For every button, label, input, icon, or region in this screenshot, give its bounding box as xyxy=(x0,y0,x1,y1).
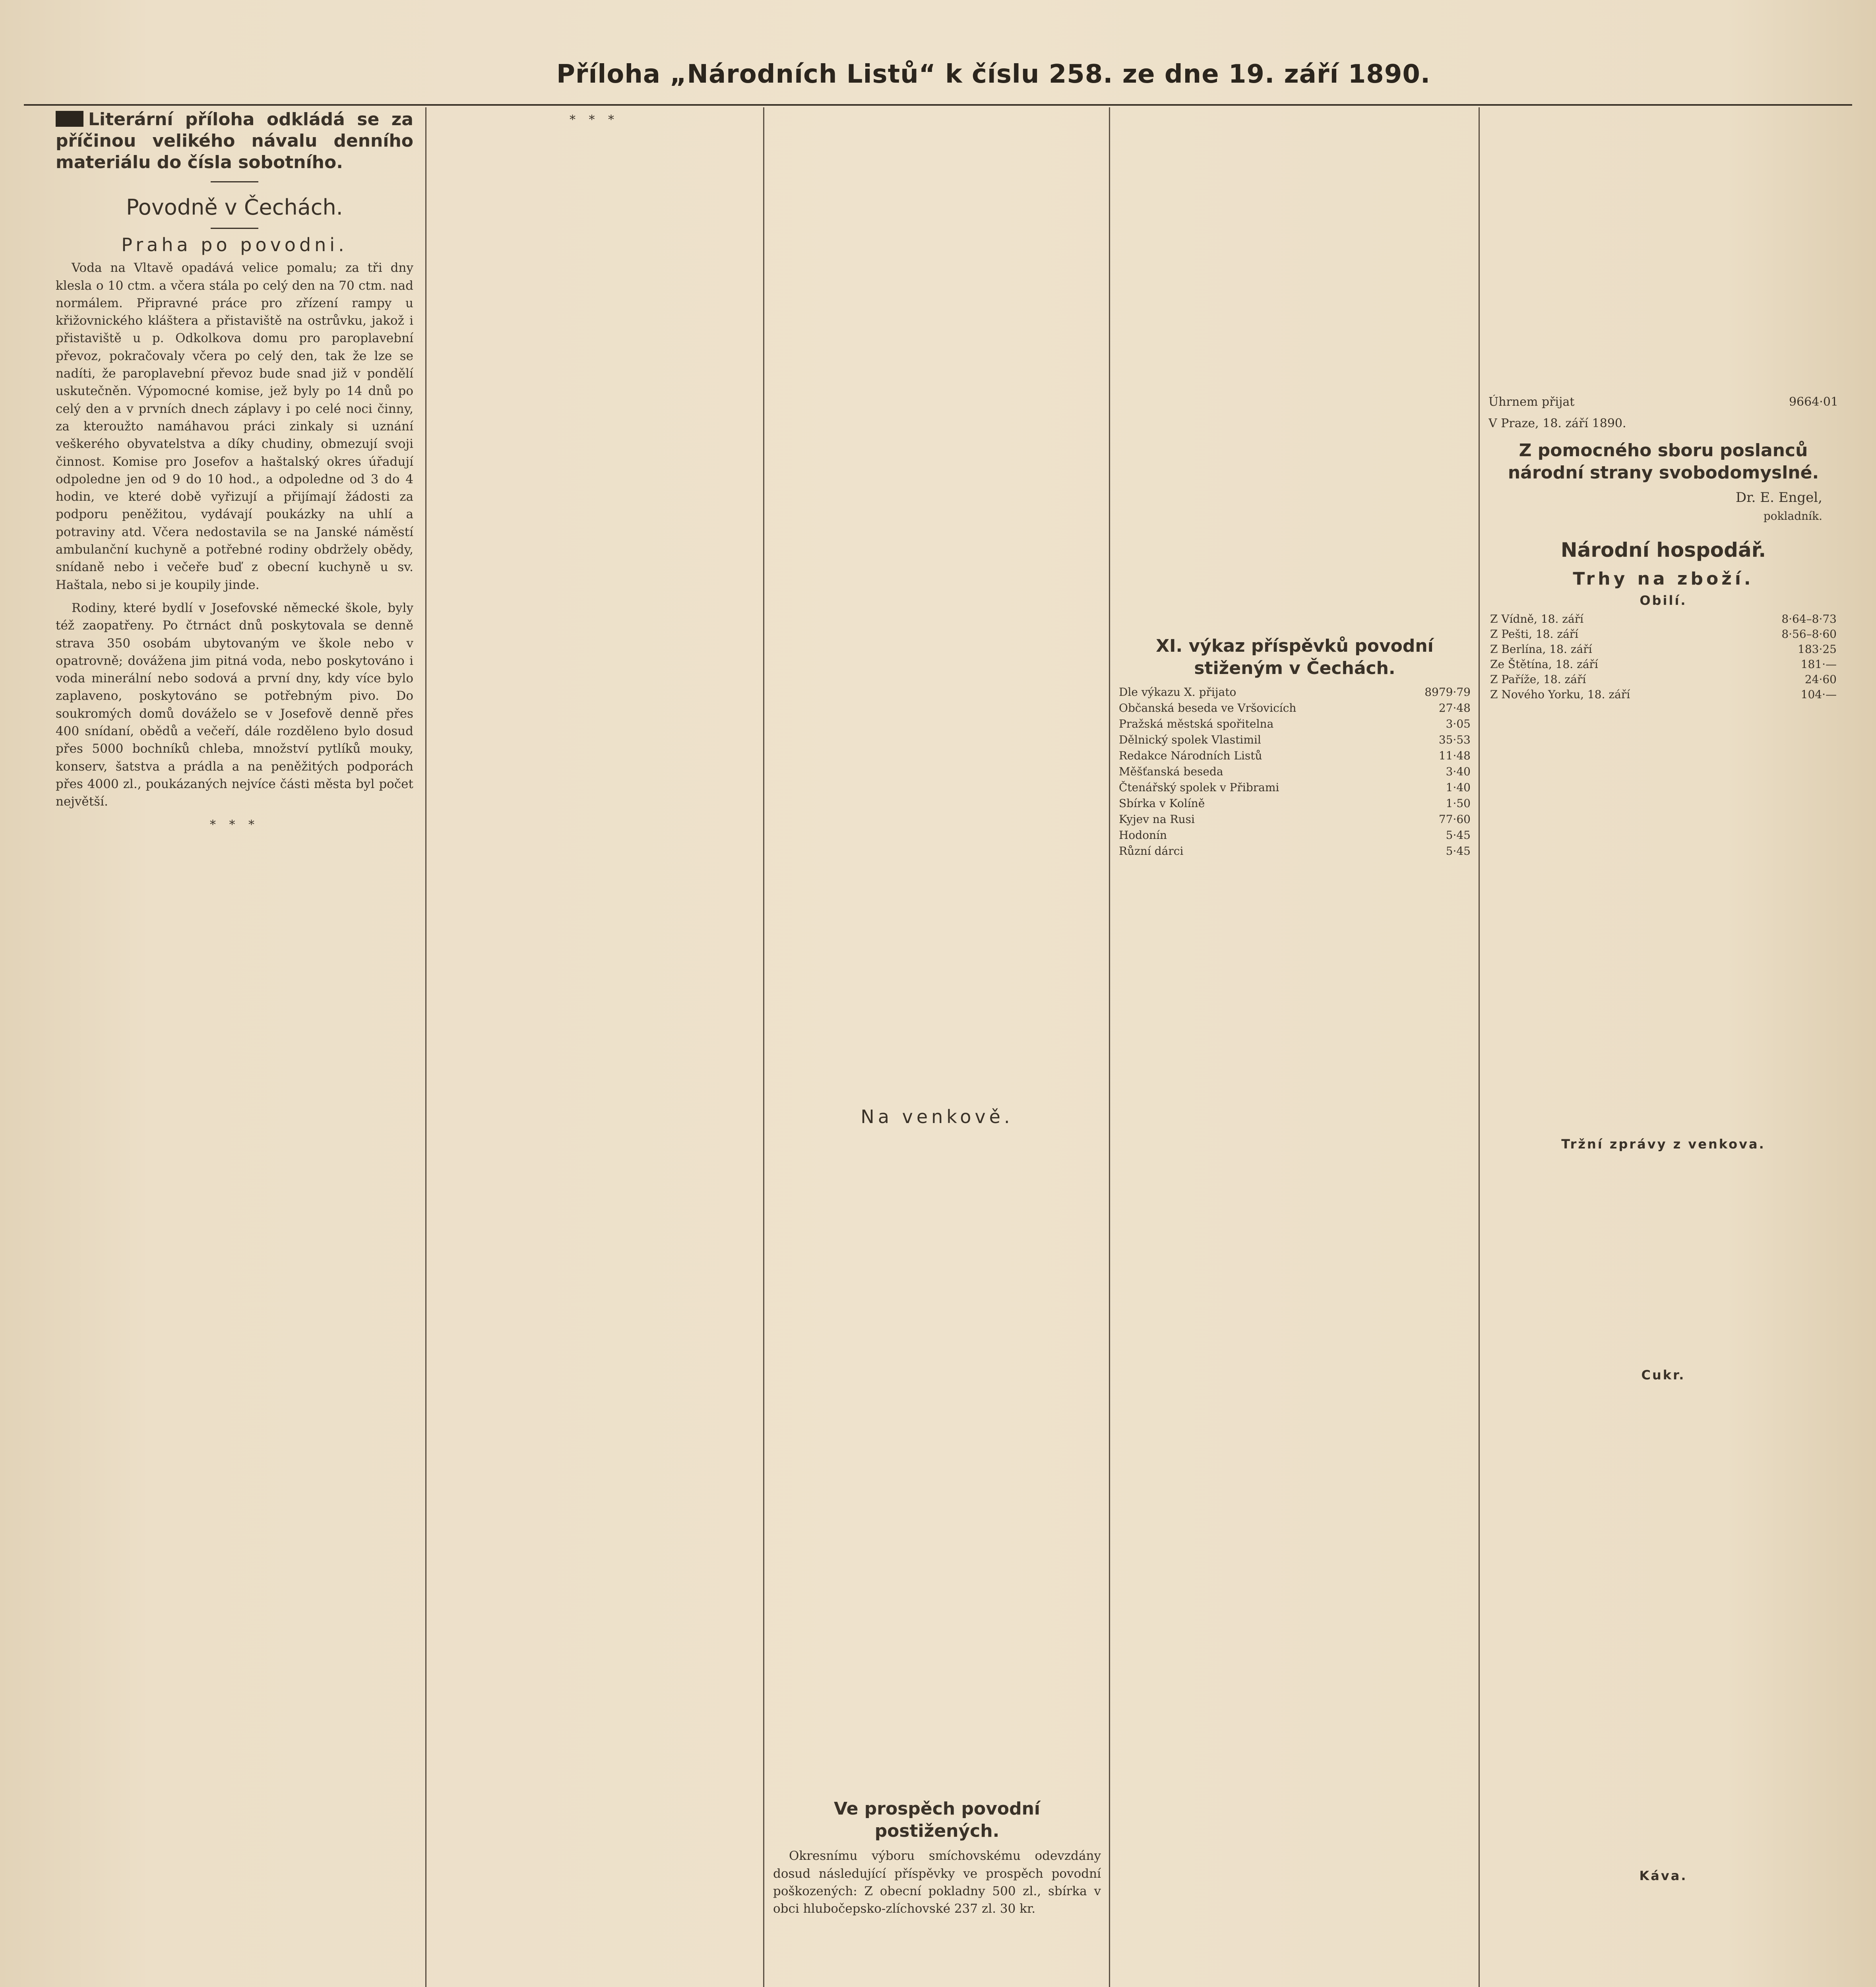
column-rule xyxy=(1479,107,1480,1987)
ledger-row: Občanská beseda ve Vršovicích 27·48 xyxy=(1119,701,1471,715)
column-2 xyxy=(433,107,755,1987)
section-title: Ve prospěch povodní postižených. xyxy=(833,1799,1041,1842)
subsection-title: Obilí. xyxy=(1640,593,1687,608)
divider xyxy=(211,181,258,182)
ledger-row: Pražská městská spořitelna 3·05 xyxy=(1119,717,1471,730)
paragraph: Okresnímu výboru smíchovskému odevzdány dosud následující příspěvky ve prospěch povodní poškozených: Z obecní pokladny 500 zl., sbírka v obci hlubočepsko-zlíchovské 237 zl. 30 kr. xyxy=(773,1849,1101,1916)
header-rule xyxy=(24,104,1852,106)
price-row: Z Berlína, 18. září 183·25 xyxy=(1490,643,1837,656)
market-title: Trhy na zboží. xyxy=(1573,568,1754,589)
column-rule xyxy=(425,107,426,1987)
price-row: Ze Štětína, 18. září 181·— xyxy=(1490,658,1837,671)
column-5 xyxy=(1488,107,1838,1987)
column-rule xyxy=(763,107,764,1987)
subsection-title: Tržní zprávy z venkova. xyxy=(1561,1137,1766,1152)
spacer xyxy=(1119,107,1471,628)
spacer xyxy=(1488,1887,1838,1987)
spacer xyxy=(1488,1386,1838,1863)
page-header: Příloha „Národních Listů“ k číslu 258. ze dne 19. září 1890. xyxy=(556,60,1431,89)
signature-place: V Praze, 18. září 1890. xyxy=(1488,416,1626,430)
section-title: Z pomocného sboru poslanců národní strany svobodomyslné. xyxy=(1508,440,1819,483)
ledger-row: Sbírka v Kolíně 1·50 xyxy=(1119,797,1471,810)
paragraph: Voda na Vltavě opadává velice pomalu; za tři dny klesla o 10 ctm. a včera stála po celý den na 70 ctm. nad normálem. Připravné práce pro zřízení rampy u křižovnického kláštera a přistaviště na ostrůvku, jakož i přistaviště u p. Odkolkova domu pro paroplavební převoz, pokračovaly včera po celý den, tak že lze se nadíti, že paroplavební převoz bude snad již v pondělí uskutečněn. Výpomocné komise, jež byly po 14 dnů po celý den a v prvních dnech záplavy i po celé noci činny, za kteroužto namáhavou práci zinkaly si uznání veškerého obyvatelstva a díky chudiny, obmezují svoji činnost. Komise pro Josefov a haštalský okres úřadují odpoledne jen od 9 do 10 hod., a odpoledne od 3 do 4 hodin, ve které době vyřizují a přijímají žádosti za podporu peněžitou, vydávají poukázky na uhlí a potraviny atd. Včera nedostavila se na Janské náměstí ambulanční kuchyně a potřebné rodiny obdržely obědy, snídaně nebo i večeře buď z obecní kuchyně u sv. Haštala, nebo si je koupily jinde. xyxy=(56,261,413,592)
spacer xyxy=(1488,1156,1838,1362)
spacer xyxy=(1488,107,1838,393)
column-rule xyxy=(1109,107,1110,1987)
total-row: Úhrnem přijat 9664·01 xyxy=(1488,395,1838,409)
column-4 xyxy=(1119,107,1471,1987)
notice-text: Literární příloha odkládá se za příčinou velikého návalu denního materiálu do čísla sobotního. xyxy=(56,109,413,172)
article-subhead: Na venkově. xyxy=(860,1106,1014,1127)
column-1 xyxy=(56,107,413,1987)
price-table xyxy=(1488,612,1838,702)
section-stars: * * * xyxy=(209,817,260,832)
hand-pointer-icon xyxy=(56,111,83,127)
ledger-row: Měšťanská beseda 3·40 xyxy=(1119,765,1471,778)
signature-role: pokladník. xyxy=(1763,509,1822,523)
ledger-row: Kyjev na Rusi 77·60 xyxy=(1119,813,1471,826)
signature: Dr. E. Engel, xyxy=(1735,490,1822,506)
ledger-row: Redakce Národních Listů 11·48 xyxy=(1119,749,1471,762)
article-headline: Povodně v Čechách. xyxy=(126,195,343,220)
price-row: Z Vídně, 18. září 8·64–8·73 xyxy=(1490,612,1837,626)
spacer xyxy=(773,107,1101,1101)
ledger-row: Hodonín 5·45 xyxy=(1119,829,1471,842)
article-subhead: Praha po povodni. xyxy=(121,234,348,256)
ledger-row: Dělnický spolek Vlastimil 35·53 xyxy=(1119,733,1471,746)
section-title: XI. výkaz příspěvků povodní stiženým v Čechách. xyxy=(1156,636,1434,678)
section-title: Národní hospodář. xyxy=(1560,538,1766,562)
paragraph: Rodiny, které bydlí v Josefovské německé škole, byly též zaopatřeny. Po čtrnáct dnů poskytovala se denně strava 350 osobám ubytovaným ve škole nebo v opatrovně; dovážena jim pitná voda, nebo poskytováno i voda minerální nebo sodová a první dny, kdy více bylo zaplaveno, poskytováno se potřebným pivo. Do soukromých domů dováželo se v Josefově denně přes 400 snídaní, obědů a večeří, dále rozděleno bylo dosud přes 5000 bochníků chleba, množství pytlíků mouky, konserv, šatstva a prádla a na peněžitých podporách přes 4000 zl., poukázaných nejvíce části města byl počet největší. xyxy=(56,600,413,809)
ledger xyxy=(1119,684,1471,859)
spacer xyxy=(773,1131,1101,1791)
section-stars: * * * xyxy=(569,113,619,127)
price-row: Z Nového Yorku, 18. září 104·— xyxy=(1490,688,1837,701)
ledger-row: Různí dárci 5·45 xyxy=(1119,844,1471,858)
ledger-row: Čtenářský spolek v Přibrami 1·40 xyxy=(1119,781,1471,794)
ledger-row: Dle výkazu X. přijato 8979·79 xyxy=(1119,686,1471,699)
spacer xyxy=(1488,702,1838,1131)
column-3 xyxy=(773,107,1101,1987)
divider xyxy=(211,228,258,229)
literary-notice xyxy=(56,109,413,173)
subsection-title: Káva. xyxy=(1639,1868,1688,1884)
price-row: Z Pešti, 18. září 8·56–8·60 xyxy=(1490,627,1837,641)
subsection-title: Cukr. xyxy=(1641,1367,1686,1383)
price-row: Z Paříže, 18. září 24·60 xyxy=(1490,673,1837,686)
